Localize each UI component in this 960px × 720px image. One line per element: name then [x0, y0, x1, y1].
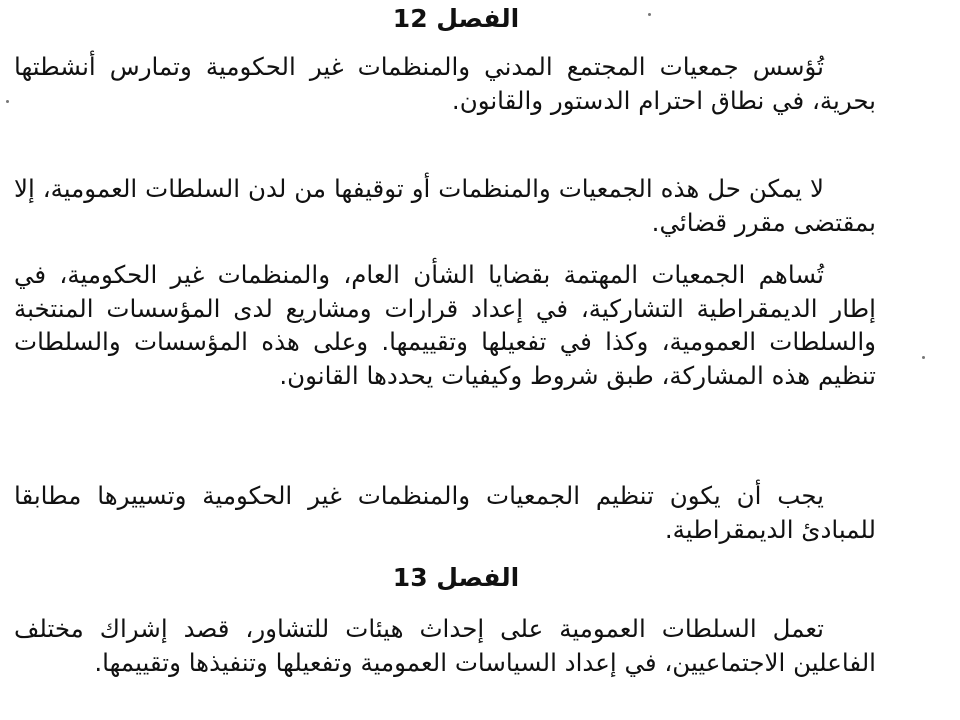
chapter-13-paragraph-1: تعمل السلطات العمومية على إحداث هيئات للتشاور، قصد إشراك مختلف الفاعلين الاجتماعيين، في إعداد السياسات العمومية وتفعيلها وتنفيذها وتقييمها. — [14, 614, 876, 677]
chapter-12-paragraph-3: تُساهم الجمعيات المهتمة بقضايا الشأن العام، والمنظمات غير الحكومية، في إطار الديمقراطية التشاركية، في إعداد قرارات ومشاريع لدى المؤسسات المنتخبة والسلطات العمومية، وكذا في تفعيلها وتقييمها. وعلى هذه المؤسسات والسلطات تنظيم هذه المشاركة، طبق شروط وكيفيات يحددها القانون. — [14, 260, 876, 390]
chapter-12-paragraph-2: لا يمكن حل هذه الجمعيات والمنظمات أو توقيفها من لدن السلطات العمومية، إلا بمقتضى مقرر قضائي. — [14, 174, 876, 237]
chapter-12-paragraph-4: يجب أن يكون تنظيم الجمعيات والمنظمات غير الحكومية وتسييرها مطابقا للمبادئ الديمقراطية. — [14, 481, 876, 544]
chapter-13-title: الفصل 13 — [392, 563, 520, 592]
scan-speck — [922, 356, 925, 359]
scan-speck — [6, 100, 9, 103]
chapter-12-paragraph-1: تُؤسس جمعيات المجتمع المدني والمنظمات غير الحكومية وتمارس أنشطتها بحرية، في نطاق احترام الدستور والقانون. — [14, 52, 876, 115]
chapter-12-title: الفصل 12 — [392, 4, 520, 33]
scan-speck — [648, 13, 651, 16]
